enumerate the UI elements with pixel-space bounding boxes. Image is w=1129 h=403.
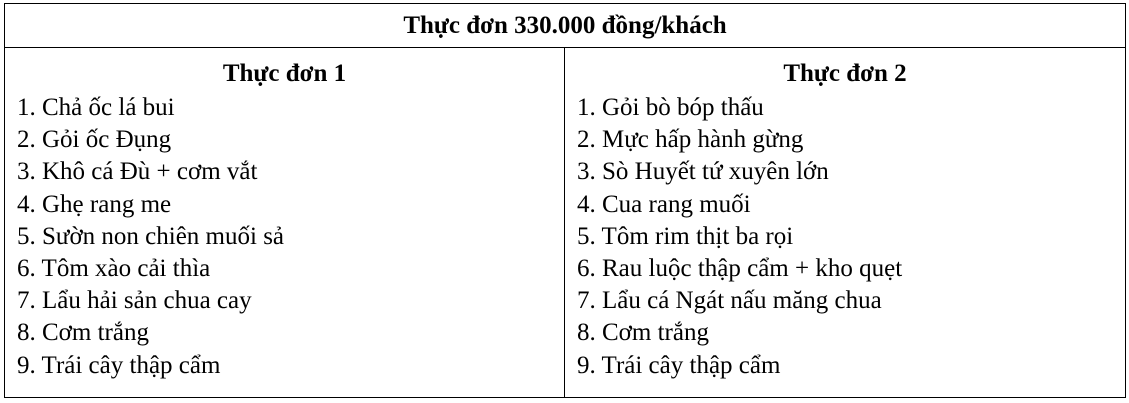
menu-item: 8. Cơm trắng	[17, 319, 149, 347]
menu-item: 7. Lẩu cá Ngát nấu măng chua	[577, 287, 882, 315]
menu-item: 2. Mực hấp hành gừng	[577, 126, 804, 154]
menu-item: 8. Cơm trắng	[577, 319, 709, 347]
menu-item: 4. Ghẹ rang me	[17, 190, 172, 218]
menu-table	[4, 3, 1126, 398]
menu-item: 5. Sườn non chiên muối sả	[17, 222, 285, 250]
menu-column-2	[565, 48, 1126, 398]
menu-column-1	[5, 48, 565, 398]
menu-item: 2. Gỏi ốc Đụng	[17, 126, 172, 154]
menu-item: 6. Rau luộc thập cẩm + kho quẹt	[577, 255, 903, 283]
menu-item: 4. Cua rang muối	[577, 190, 751, 218]
menu-item: 5. Tôm rim thịt ba rọi	[577, 222, 794, 250]
menu-item: 1. Chả ốc lá bui	[17, 94, 175, 121]
menu-2-heading: Thực đơn 2	[783, 60, 907, 87]
menu-item: 1. Gỏi bò bóp thấu	[577, 94, 764, 121]
menu-1-heading: Thực đơn 1	[222, 60, 347, 87]
menu-item: 3. Sò Huyết tứ xuyên lớn	[577, 158, 829, 186]
menu-item: 7. Lẩu hải sản chua cay	[17, 287, 252, 315]
menu-item: 6. Tôm xào cải thìa	[17, 255, 211, 283]
menu-2-items	[565, 92, 1125, 382]
menu-item: 3. Khô cá Đù + cơm vắt	[17, 158, 258, 186]
menu-1-items	[5, 92, 564, 382]
menu-title: Thực đơn 330.000 đồng/khách	[5, 4, 1126, 48]
menu-item: 9. Trái cây thập cẩm	[17, 351, 221, 379]
menu-item: 9. Trái cây thập cẩm	[577, 351, 781, 379]
